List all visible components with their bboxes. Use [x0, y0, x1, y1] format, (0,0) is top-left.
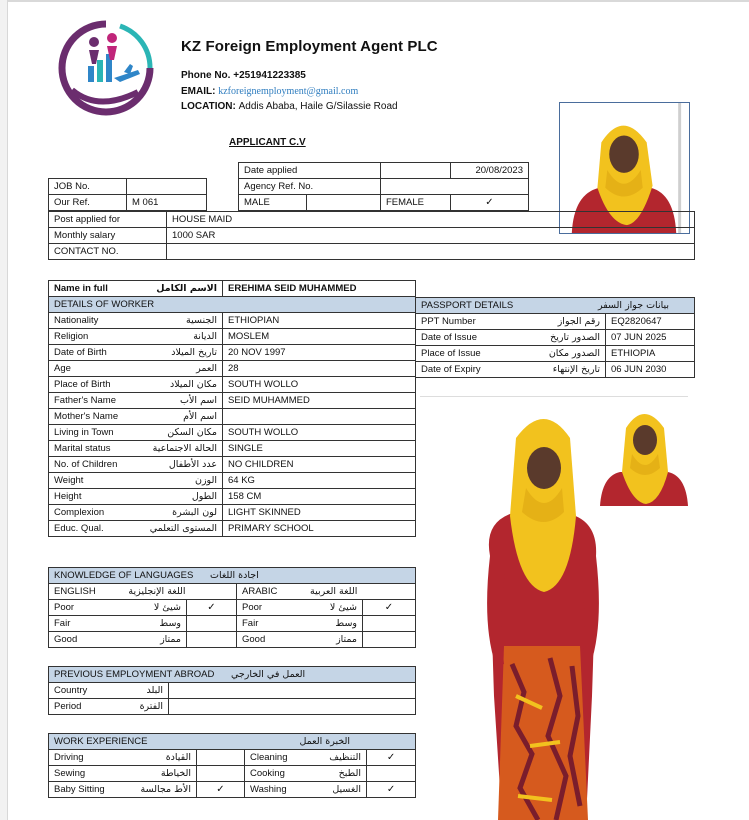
passport-field-value: 06 JUN 2030: [606, 362, 695, 378]
email-line: [181, 86, 358, 98]
work-skill-label: Baby Sitting: [54, 784, 105, 795]
phone-value: +251941223385: [233, 70, 306, 81]
worker-field-label: No. of Children: [54, 459, 118, 470]
gender-table: [238, 194, 529, 211]
worker-field-value: SOUTH WOLLO: [223, 377, 416, 393]
salary-value: 1000 SAR: [167, 228, 695, 244]
previous-employment-table: [48, 666, 416, 715]
english-level-checkbox[interactable]: ✓: [187, 600, 237, 616]
worker-field-label-cell: [49, 489, 223, 505]
worker-row: [49, 313, 416, 329]
work-skill-label-cell: [49, 750, 197, 766]
previous-employment-row: [49, 683, 416, 699]
location-line: [181, 101, 398, 113]
worker-row: [49, 521, 416, 537]
worker-field-label-ar: الحالة الاجتماعية: [152, 443, 217, 454]
previous-employment-label-cell: [49, 699, 169, 715]
language-level-row: [49, 600, 416, 616]
passport-field-label-ar: الصدور تاريخ: [550, 332, 600, 343]
worker-field-label: Complexion: [54, 507, 105, 518]
worker-field-label-ar: المستوى التعلمي: [149, 523, 217, 534]
worker-field-label: Nationality: [54, 315, 99, 326]
work-experience-row: [49, 750, 416, 766]
salary-label: Monthly salary: [49, 228, 167, 244]
worker-row: [49, 473, 416, 489]
agency-ref-value: [381, 179, 529, 195]
english-level-checkbox[interactable]: [187, 632, 237, 648]
arabic-level-label-ar: شيئ لا: [329, 602, 357, 613]
arabic-label-ar: اللغة العربية: [310, 586, 358, 597]
worker-field-label-ar: تاريخ الميلاد: [171, 347, 217, 358]
passport-title: PASSPORT DETAILS: [421, 300, 514, 311]
work-skill-label-ar: الطبخ: [338, 768, 361, 779]
english-level-label: Poor: [54, 602, 75, 613]
name-label: Name in full: [54, 283, 108, 294]
job-ref-table: [48, 178, 207, 211]
worker-field-value: 64 KG: [223, 473, 416, 489]
worker-field-label-cell: [49, 393, 223, 409]
previous-employment-row: [49, 699, 416, 715]
work-skill-label-ar: الأط مجالسة: [140, 784, 191, 795]
work-skill-label: Driving: [54, 752, 84, 763]
worker-field-value: SINGLE: [223, 441, 416, 457]
passport-row: [416, 330, 695, 346]
arabic-label: ARABIC: [242, 586, 278, 597]
arabic-level-checkbox[interactable]: [363, 616, 416, 632]
work-experience-row: [49, 766, 416, 782]
worker-row: [49, 377, 416, 393]
worker-section-title: DETAILS OF WORKER: [49, 297, 416, 313]
work-skill-checkbox[interactable]: [197, 766, 245, 782]
worker-field-value: SEID MUHAMMED: [223, 393, 416, 409]
english-label: ENGLISH: [54, 586, 96, 597]
english-level-label: Good: [54, 634, 78, 645]
job-no-value: [127, 179, 207, 195]
english-level-label-cell: [49, 632, 187, 648]
date-applied-spacer: [381, 163, 451, 179]
previous-employment-title-cell: [49, 667, 416, 683]
worker-field-label: Religion: [54, 331, 89, 342]
worker-row: [49, 505, 416, 521]
worker-field-label-cell: [49, 409, 223, 425]
english-level-label: Fair: [54, 618, 71, 629]
name-value: EREHIMA SEID MUHAMMED: [223, 281, 416, 297]
worker-row: [49, 409, 416, 425]
page-left-edge: [0, 0, 8, 820]
female-label: FEMALE: [381, 195, 451, 211]
english-level-checkbox[interactable]: [187, 616, 237, 632]
worker-field-value: 28: [223, 361, 416, 377]
previous-employment-title: PREVIOUS EMPLOYMENT ABROAD: [54, 669, 215, 680]
work-skill-label-ar: القيادة: [165, 752, 191, 763]
arabic-level-label-cell: [237, 632, 363, 648]
date-applied-table: [238, 162, 529, 195]
passport-field-label-ar: رقم الجواز: [557, 316, 600, 327]
worker-field-label-ar: الطول: [191, 491, 217, 502]
arabic-level-label-cell: [237, 600, 363, 616]
arabic-level-label: Good: [242, 634, 266, 645]
english-label-ar: اللغة الإنجليزية: [128, 586, 186, 597]
passport-row: [416, 314, 695, 330]
phone-label: Phone No.: [181, 70, 231, 81]
agency-name: KZ Foreign Employment Agent PLC: [181, 38, 438, 55]
languages-table: [48, 567, 416, 648]
worker-field-label-cell: [49, 521, 223, 537]
male-checkbox[interactable]: [307, 195, 381, 211]
passport-title-ar: بيانات جواز السفر: [598, 300, 669, 311]
worker-field-label-cell: [49, 313, 223, 329]
worker-field-label-ar: الديانة: [193, 331, 217, 342]
work-skill-checkbox[interactable]: ✓: [367, 750, 416, 766]
worker-field-label-ar: اسم الأب: [180, 395, 217, 406]
work-skill-checkbox[interactable]: ✓: [197, 782, 245, 798]
passport-field-label: Date of Expiry: [421, 364, 481, 375]
worker-field-label-ar: مكان الميلاد: [169, 379, 217, 390]
cv-title: APPLICANT C.V: [229, 137, 306, 148]
worker-table: [48, 280, 416, 537]
english-level-label-cell: [49, 616, 187, 632]
worker-field-value: ETHIOPIAN: [223, 313, 416, 329]
work-skill-label: Cleaning: [250, 752, 288, 763]
agency-ref-label: Agency Ref. No.: [239, 179, 381, 195]
phone-line: [181, 70, 306, 82]
worker-field-label: Mother's Name: [54, 411, 119, 422]
passport-field-label: Place of Issue: [421, 348, 481, 359]
work-skill-label-ar: التنظيف: [329, 752, 361, 763]
worker-field-label: Father's Name: [54, 395, 117, 406]
work-experience-title: WORK EXPERIENCE: [54, 736, 148, 747]
passport-field-label-cell: [416, 346, 606, 362]
email-link[interactable]: kzforeignemployment@gmail.com: [218, 86, 359, 97]
passport-field-value: 07 JUN 2025: [606, 330, 695, 346]
passport-field-label: PPT Number: [421, 316, 476, 327]
work-experience-title-cell: [49, 734, 416, 750]
work-skill-label-cell: [245, 750, 367, 766]
worker-row: [49, 425, 416, 441]
worker-field-label-ar: العمر: [196, 363, 217, 374]
passport-table: [415, 297, 695, 378]
worker-field-label-ar: عدد الأطفال: [168, 459, 217, 470]
work-skill-checkbox[interactable]: [367, 766, 416, 782]
worker-field-value: 158 CM: [223, 489, 416, 505]
languages-title-ar: اجادة اللغات: [210, 570, 259, 581]
worker-field-label-ar: اسم الأم: [183, 411, 217, 422]
worker-field-value: PRIMARY SCHOOL: [223, 521, 416, 537]
previous-employment-label-cell: [49, 683, 169, 699]
email-label: EMAIL:: [181, 86, 216, 97]
passport-title-cell: [416, 298, 695, 314]
worker-row: [49, 329, 416, 345]
worker-field-label-ar: الوزن: [194, 475, 217, 486]
previous-employment-value: [169, 683, 416, 699]
previous-employment-title-ar: العمل في الخارجي: [230, 669, 306, 680]
arabic-level-label: Fair: [242, 618, 259, 629]
worker-field-label: Educ. Qual.: [54, 523, 104, 534]
worker-field-label-ar: لون البشرة: [172, 507, 217, 518]
work-experience-row: [49, 782, 416, 798]
work-skill-checkbox[interactable]: ✓: [367, 782, 416, 798]
post-value: HOUSE MAID: [167, 212, 695, 228]
arabic-level-checkbox[interactable]: [363, 632, 416, 648]
worker-field-label-cell: [49, 505, 223, 521]
male-label: MALE: [239, 195, 307, 211]
location-label: LOCATION:: [181, 101, 236, 112]
english-header: [49, 584, 237, 600]
date-applied-label: Date applied: [239, 163, 381, 179]
worker-field-label-cell: [49, 361, 223, 377]
previous-employment-label: Period: [54, 701, 82, 712]
passport-field-label-ar: تاريخ الإنتهاء: [552, 364, 600, 375]
passport-field-label-cell: [416, 330, 606, 346]
worker-field-label: Weight: [54, 475, 84, 486]
page-top-edge: [0, 0, 749, 2]
english-level-label-cell: [49, 600, 187, 616]
our-ref-value: M 061: [127, 195, 207, 211]
worker-field-label: Place of Birth: [54, 379, 111, 390]
english-level-label-ar: وسط: [159, 618, 181, 629]
job-no-label: JOB No.: [49, 179, 127, 195]
our-ref-label: Our Ref.: [49, 195, 127, 211]
worker-field-value: LIGHT SKINNED: [223, 505, 416, 521]
passport-field-label: Date of Issue: [421, 332, 477, 343]
passport-field-label-cell: [416, 362, 606, 378]
post-table: [48, 211, 695, 260]
name-label-ar: الاسم الكامل: [156, 283, 217, 294]
english-level-label-ar: شيئ لا: [153, 602, 181, 613]
work-skill-label: Cooking: [250, 768, 285, 779]
previous-employment-value: [169, 699, 416, 715]
arabic-header: [237, 584, 416, 600]
arabic-level-checkbox[interactable]: ✓: [363, 600, 416, 616]
passport-field-label-cell: [416, 314, 606, 330]
worker-row: [49, 441, 416, 457]
worker-field-label: Age: [54, 363, 71, 374]
worker-row: [49, 457, 416, 473]
previous-employment-label-ar: الفترة: [139, 701, 163, 712]
applicant-photo-small: [600, 398, 688, 506]
work-skill-label-cell: [49, 766, 197, 782]
contact-label: CONTACT NO.: [49, 244, 167, 260]
arabic-level-label-ar: ممتاز: [336, 634, 357, 645]
passport-field-value: EQ2820647: [606, 314, 695, 330]
previous-employment-label: Country: [54, 685, 88, 696]
languages-title: KNOWLEDGE OF LANGUAGES: [54, 570, 194, 581]
worker-field-label: Date of Birth: [54, 347, 107, 358]
worker-field-value: 20 NOV 1997: [223, 345, 416, 361]
arabic-level-label-ar: وسط: [335, 618, 357, 629]
languages-title-cell: [49, 568, 416, 584]
agency-logo: [58, 20, 154, 116]
work-skill-label: Washing: [250, 784, 287, 795]
worker-field-label-cell: [49, 425, 223, 441]
name-label-cell: [49, 281, 223, 297]
work-skill-label-cell: [245, 766, 367, 782]
worker-row: [49, 489, 416, 505]
worker-field-label-cell: [49, 457, 223, 473]
worker-field-value: MOSLEM: [223, 329, 416, 345]
worker-field-label-cell: [49, 441, 223, 457]
worker-field-label-ar: مكان السكن: [167, 427, 217, 438]
worker-field-label: Marital status: [54, 443, 111, 454]
passport-field-label-ar: الصدور مكان: [548, 348, 600, 359]
worker-field-value: [223, 409, 416, 425]
previous-employment-label-ar: البلد: [146, 685, 163, 696]
language-level-row: [49, 616, 416, 632]
worker-field-label-cell: [49, 329, 223, 345]
location-value: Addis Ababa, Haile G/Silassie Road: [238, 101, 398, 112]
english-level-label-ar: ممتاز: [160, 634, 181, 645]
date-applied-value: 20/08/2023: [451, 163, 529, 179]
worker-row: [49, 361, 416, 377]
contact-value: [167, 244, 695, 260]
passport-field-value: ETHIOPIA: [606, 346, 695, 362]
worker-field-label-cell: [49, 377, 223, 393]
worker-row: [49, 393, 416, 409]
worker-field-label-cell: [49, 473, 223, 489]
work-skill-checkbox[interactable]: [197, 750, 245, 766]
worker-field-value: SOUTH WOLLO: [223, 425, 416, 441]
worker-field-value: NO CHILDREN: [223, 457, 416, 473]
passport-row: [416, 362, 695, 378]
worker-field-label-ar: الجنسية: [186, 315, 217, 326]
female-checkbox[interactable]: ✓: [451, 195, 529, 211]
work-skill-label-ar: الخياطة: [160, 768, 191, 779]
passport-row: [416, 346, 695, 362]
worker-field-label: Height: [54, 491, 82, 502]
arabic-level-label: Poor: [242, 602, 263, 613]
worker-row: [49, 345, 416, 361]
work-skill-label-cell: [245, 782, 367, 798]
worker-field-label-cell: [49, 345, 223, 361]
work-skill-label: Sewing: [54, 768, 86, 779]
arabic-level-label-cell: [237, 616, 363, 632]
post-label: Post applied for: [49, 212, 167, 228]
work-skill-label-cell: [49, 782, 197, 798]
work-experience-title-ar: الخبرة العمل: [299, 736, 351, 747]
work-skill-label-ar: الغسيل: [332, 784, 361, 795]
work-experience-table: [48, 733, 416, 798]
language-level-row: [49, 632, 416, 648]
worker-field-label: Living in Town: [54, 427, 114, 438]
